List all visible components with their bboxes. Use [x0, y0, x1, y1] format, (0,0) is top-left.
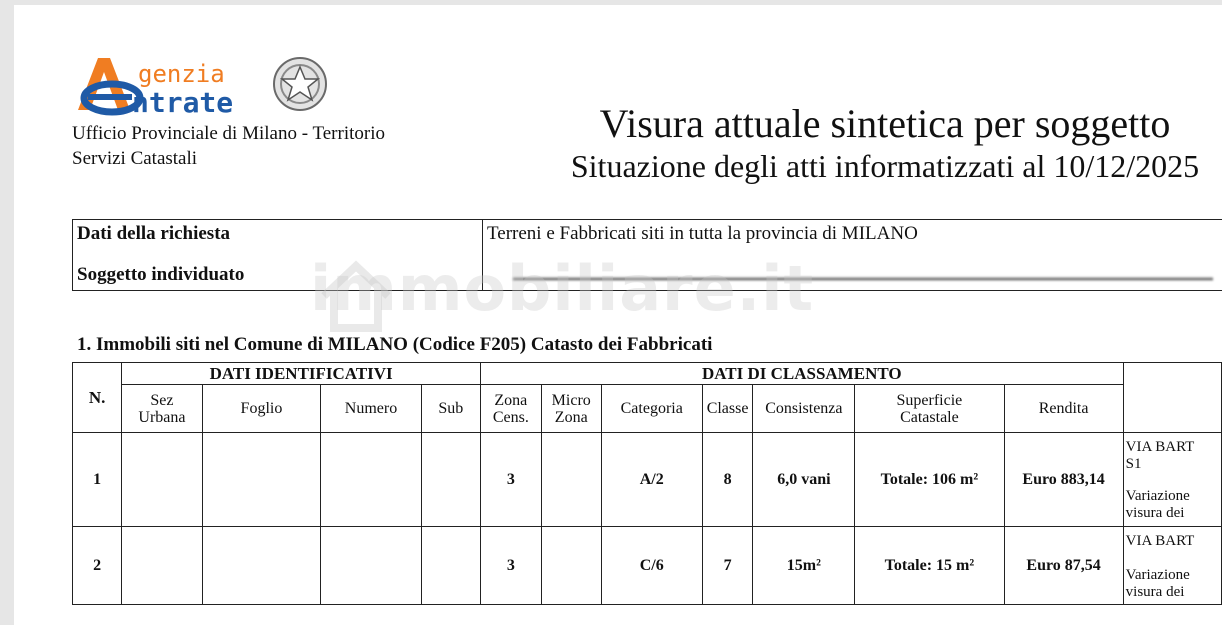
row-foglio	[202, 527, 321, 605]
row-note: Variazione	[1125, 488, 1190, 504]
group-identificativi: DATI IDENTIFICATIVI	[122, 363, 481, 385]
row-note-2: visura dei	[1125, 505, 1185, 521]
col-consistenza-header: Consistenza	[753, 385, 855, 433]
watermark: immobiliare.it	[310, 252, 815, 325]
table-row	[73, 527, 1222, 605]
col-zona-header: Zona Cens.	[480, 385, 541, 433]
row-floor: S1	[1125, 456, 1142, 472]
row-foglio	[202, 433, 321, 527]
office-line-2: Servizi Catastali	[72, 148, 198, 169]
subject-label: Soggetto individuato	[77, 264, 245, 285]
header-group-row	[73, 363, 1222, 385]
agenzia-entrate-logo	[72, 52, 332, 118]
row-note-2: visura dei	[1125, 584, 1185, 600]
col-extra-header	[1123, 385, 1221, 433]
row-sub	[421, 433, 480, 527]
col-foglio-header: Foglio	[202, 385, 321, 433]
properties-table	[72, 362, 1222, 605]
col-n-header: N.	[73, 363, 122, 433]
row-micro	[541, 433, 601, 527]
logo-text-genzia: genzia	[138, 60, 225, 88]
row-sez	[122, 527, 202, 605]
request-value: Terreni e Fabbricati siti in tutta la provincia di MILANO	[487, 223, 918, 244]
row-n: 2	[73, 527, 122, 605]
col-categoria-header: Categoria	[601, 385, 702, 433]
row-numero	[321, 527, 421, 605]
row-sub	[421, 527, 480, 605]
group-classamento: DATI DI CLASSAMENTO	[480, 363, 1123, 385]
row-consistenza: 15m²	[753, 527, 855, 605]
row-consistenza: 6,0 vani	[753, 433, 855, 527]
row-superficie: Totale: 15 m²	[855, 527, 1004, 605]
row-classe: 7	[702, 527, 753, 605]
document-title: Visura attuale sintetica per soggetto	[599, 101, 1171, 146]
row-sez	[122, 433, 202, 527]
document-subtitle: Situazione degli atti informatizzati al 10/12/2025	[570, 148, 1200, 184]
row-numero	[321, 433, 421, 527]
row-categoria: C/6	[601, 527, 702, 605]
row-note: Variazione	[1125, 567, 1190, 583]
row-address: VIA BART	[1125, 439, 1195, 455]
emblem-icon	[274, 58, 326, 110]
col-sub-header: Sub	[421, 385, 480, 433]
logo-text-ntrate: ntrate	[132, 86, 234, 118]
row-micro	[541, 527, 601, 605]
row-rendita: Euro 883,14	[1004, 433, 1123, 527]
row-categoria: A/2	[601, 433, 702, 527]
col-classe-header: Classe	[702, 385, 753, 433]
row-rendita: Euro 87,54	[1004, 527, 1123, 605]
request-label: Dati della richiesta	[77, 223, 231, 244]
row-n: 1	[73, 433, 122, 527]
row-classe: 8	[702, 433, 753, 527]
col-micro-header: Micro Zona	[541, 385, 601, 433]
section-title: 1. Immobili siti nel Comune di MILANO (Codice F205) Catasto dei Fabbricati	[77, 334, 713, 355]
row-address: VIA BART	[1125, 533, 1195, 549]
row-zona: 3	[480, 433, 541, 527]
office-info	[72, 121, 385, 171]
col-rendita-header: Rendita	[1004, 385, 1123, 433]
row-superficie: Totale: 106 m²	[855, 433, 1004, 527]
extra-header-cell	[1123, 363, 1221, 385]
col-superficie-header: Superficie Catastale	[855, 385, 1004, 433]
row-extra	[1123, 527, 1221, 605]
header-row	[73, 385, 1222, 433]
col-numero-header: Numero	[321, 385, 421, 433]
row-zona: 3	[480, 527, 541, 605]
row-extra	[1123, 433, 1221, 527]
col-sez-header: Sez Urbana	[122, 385, 202, 433]
table-row	[73, 433, 1222, 527]
office-line-1: Ufficio Provinciale di Milano - Territorio	[72, 123, 385, 144]
